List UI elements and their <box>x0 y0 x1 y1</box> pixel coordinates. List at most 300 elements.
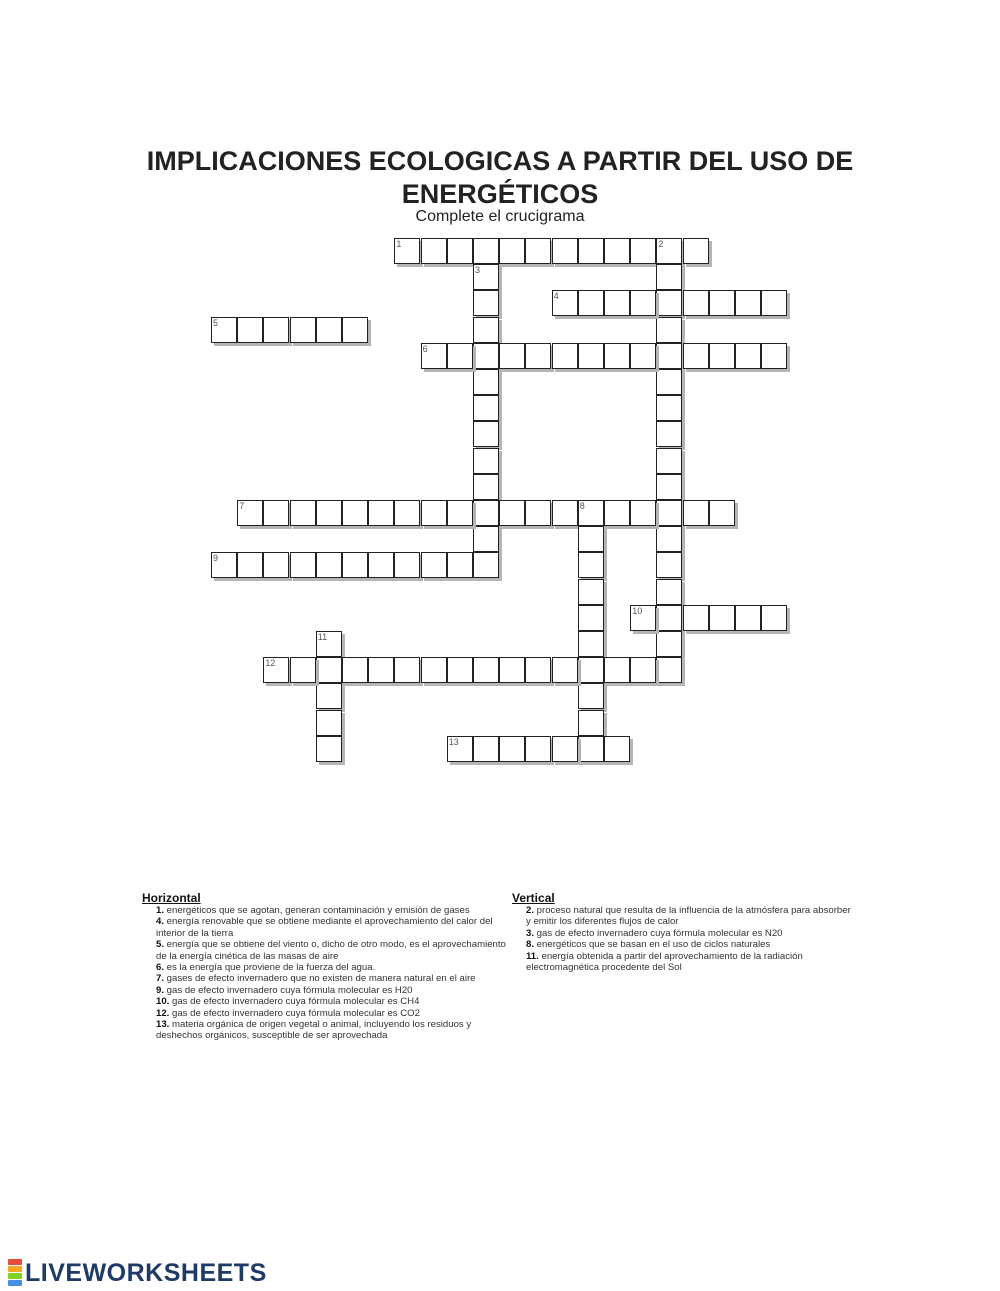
crossword-cell[interactable] <box>473 421 499 447</box>
clue-item <box>512 905 852 928</box>
crossword-cell-input[interactable] <box>395 501 419 525</box>
crossword-cell-input[interactable] <box>238 553 262 577</box>
crossword-cell[interactable] <box>683 238 709 264</box>
crossword-cell-input[interactable] <box>317 632 341 656</box>
clue-text: energéticos que se basan en el uso de ciclos naturales <box>534 939 771 951</box>
crossword-cell[interactable] <box>342 552 368 578</box>
crossword-cell[interactable] <box>656 395 682 421</box>
crossword-cell-input[interactable] <box>579 711 603 735</box>
crossword-cell[interactable] <box>630 657 656 683</box>
crossword-cell-input[interactable] <box>579 737 603 761</box>
crossword-cell-input[interactable] <box>605 658 629 682</box>
clues-vertical-list <box>512 905 852 973</box>
crossword-cell-input[interactable] <box>448 658 472 682</box>
crossword-cell-input[interactable] <box>264 553 288 577</box>
crossword-cell[interactable] <box>473 474 499 500</box>
crossword-cell-input[interactable] <box>631 658 655 682</box>
crossword-cell[interactable] <box>656 474 682 500</box>
clue-text: gas de efecto invernadero cuya fórmula molecular es H20 <box>164 984 413 996</box>
crossword-cell[interactable] <box>552 238 578 264</box>
crossword-cell-input[interactable] <box>422 553 446 577</box>
crossword-cell[interactable] <box>656 657 682 683</box>
crossword-cell-input[interactable] <box>474 318 498 342</box>
crossword-cell[interactable] <box>578 290 604 316</box>
clue-text: gas de efecto invernadero cuya fórmula molecular es CH4 <box>169 996 420 1008</box>
crossword-cell[interactable] <box>656 552 682 578</box>
clue-number: 8. <box>526 939 535 951</box>
crossword-cell-input[interactable] <box>500 239 524 263</box>
crossword-cell[interactable] <box>394 552 420 578</box>
crossword-cell[interactable] <box>421 343 447 369</box>
clue-item <box>142 1019 512 1042</box>
crossword-cell[interactable] <box>604 290 630 316</box>
crossword-cell-input[interactable] <box>395 553 419 577</box>
crossword-cell[interactable] <box>604 736 630 762</box>
crossword-cell[interactable] <box>316 631 342 657</box>
crossword-cell[interactable] <box>525 500 551 526</box>
crossword-cell[interactable] <box>263 657 289 683</box>
crossword-cell[interactable] <box>709 290 735 316</box>
crossword-cell-input[interactable] <box>605 501 629 525</box>
crossword-cell[interactable] <box>683 605 709 631</box>
footer-logo[interactable] <box>8 1258 267 1288</box>
logo-icon-bar <box>8 1259 22 1265</box>
logo-icon-bar <box>8 1273 22 1279</box>
crossword-cell[interactable] <box>447 736 473 762</box>
crossword-cell-input[interactable] <box>736 344 760 368</box>
crossword-cell[interactable] <box>525 736 551 762</box>
crossword-cell[interactable] <box>447 238 473 264</box>
crossword-cell-input[interactable] <box>395 239 419 263</box>
crossword-cell-input[interactable] <box>684 344 708 368</box>
clues-horizontal-list <box>142 905 512 1042</box>
crossword-cell[interactable] <box>499 657 525 683</box>
crossword-cell-input[interactable] <box>264 658 288 682</box>
crossword-cell[interactable] <box>368 552 394 578</box>
crossword-cell-input[interactable] <box>212 553 236 577</box>
crossword-cell-input[interactable] <box>579 580 603 604</box>
crossword-cell-input[interactable] <box>684 501 708 525</box>
crossword-cell[interactable] <box>656 317 682 343</box>
crossword-cell[interactable] <box>578 500 604 526</box>
clue-item <box>142 962 512 973</box>
crossword-cell[interactable] <box>473 657 499 683</box>
clue-number-label: 12 <box>265 658 276 669</box>
crossword-cell[interactable] <box>473 343 499 369</box>
crossword-cell[interactable] <box>237 500 263 526</box>
crossword-cell-input[interactable] <box>395 658 419 682</box>
crossword-cell[interactable] <box>473 395 499 421</box>
crossword-cell[interactable] <box>578 552 604 578</box>
crossword-cell-input[interactable] <box>448 553 472 577</box>
crossword-cell-input[interactable] <box>736 291 760 315</box>
crossword-cell[interactable] <box>709 500 735 526</box>
crossword-cell[interactable] <box>290 500 316 526</box>
crossword-cell[interactable] <box>211 317 237 343</box>
worksheet-subtitle: Complete el crucigrama <box>415 208 585 225</box>
crossword-cell-input[interactable] <box>657 658 681 682</box>
crossword-cell[interactable] <box>290 552 316 578</box>
crossword-cell[interactable] <box>683 500 709 526</box>
crossword-cell[interactable] <box>447 500 473 526</box>
clue-item <box>512 951 852 974</box>
clue-item <box>142 996 512 1007</box>
crossword-cell-input[interactable] <box>500 344 524 368</box>
crossword-cell[interactable] <box>578 343 604 369</box>
crossword-cell-input[interactable] <box>317 684 341 708</box>
crossword-cell[interactable] <box>735 343 761 369</box>
crossword-cell[interactable] <box>473 448 499 474</box>
crossword-cell-input[interactable] <box>238 318 262 342</box>
crossword-cell-input[interactable] <box>474 370 498 394</box>
crossword-cell[interactable] <box>394 238 420 264</box>
crossword-cell[interactable] <box>394 657 420 683</box>
crossword-cell-input[interactable] <box>657 422 681 446</box>
crossword-cell[interactable] <box>237 317 263 343</box>
crossword-cell[interactable] <box>473 290 499 316</box>
crossword-cell[interactable] <box>447 552 473 578</box>
crossword-cell-input[interactable] <box>579 606 603 630</box>
crossword-cell-input[interactable] <box>317 501 341 525</box>
crossword-cell[interactable] <box>656 369 682 395</box>
crossword-cell[interactable] <box>316 500 342 526</box>
clue-item <box>142 973 512 984</box>
clue-text: energía obtenida a partir del aprovechamiento de la radiación electromagnética procedente del Sol <box>526 950 803 974</box>
crossword-cell[interactable] <box>473 500 499 526</box>
crossword-cell[interactable] <box>237 552 263 578</box>
crossword-cell[interactable] <box>656 500 682 526</box>
crossword-cell-input[interactable] <box>474 449 498 473</box>
crossword-cell-input[interactable] <box>684 606 708 630</box>
crossword-cell[interactable] <box>316 710 342 736</box>
crossword-cell[interactable] <box>290 317 316 343</box>
crossword-cell-input[interactable] <box>579 553 603 577</box>
crossword-cell-input[interactable] <box>657 553 681 577</box>
crossword-cell[interactable] <box>290 657 316 683</box>
crossword-cell-input[interactable] <box>657 344 681 368</box>
clue-text: es la energía que proviene de la fuerza del agua. <box>164 962 376 974</box>
crossword-cell-input[interactable] <box>710 291 734 315</box>
crossword-cell-input[interactable] <box>657 370 681 394</box>
crossword-cell-input[interactable] <box>474 501 498 525</box>
crossword-cell[interactable] <box>473 317 499 343</box>
crossword-cell-input[interactable] <box>631 239 655 263</box>
crossword-cell[interactable] <box>342 500 368 526</box>
crossword-cell-input[interactable] <box>657 449 681 473</box>
crossword-cell-input[interactable] <box>500 501 524 525</box>
crossword-cell-input[interactable] <box>212 318 236 342</box>
crossword-cell-input[interactable] <box>605 344 629 368</box>
crossword-cell-input[interactable] <box>657 580 681 604</box>
crossword-cell[interactable] <box>656 605 682 631</box>
crossword-cell-input[interactable] <box>579 501 603 525</box>
clue-number-label: 3 <box>475 265 481 276</box>
clue-number-label: 5 <box>213 317 219 328</box>
crossword-cell[interactable] <box>473 264 499 290</box>
crossword-cell-input[interactable] <box>553 501 577 525</box>
crossword-cell-input[interactable] <box>369 501 393 525</box>
crossword-cell[interactable] <box>368 657 394 683</box>
crossword-cell-input[interactable] <box>710 606 734 630</box>
crossword-cell[interactable] <box>421 500 447 526</box>
crossword-cell[interactable] <box>263 317 289 343</box>
crossword-cell[interactable] <box>683 343 709 369</box>
crossword-cell-input[interactable] <box>762 291 786 315</box>
crossword-cell[interactable] <box>525 343 551 369</box>
crossword-cell-input[interactable] <box>762 344 786 368</box>
crossword-cell-input[interactable] <box>448 737 472 761</box>
crossword-cell[interactable] <box>656 238 682 264</box>
crossword-cell[interactable] <box>211 552 237 578</box>
crossword-cell[interactable] <box>578 736 604 762</box>
crossword-cell-input[interactable] <box>317 553 341 577</box>
crossword-cell[interactable] <box>316 317 342 343</box>
crossword-cell[interactable] <box>656 264 682 290</box>
crossword-cell-input[interactable] <box>631 501 655 525</box>
clue-number: 2. <box>526 905 535 916</box>
crossword-cell[interactable] <box>604 657 630 683</box>
crossword-cell[interactable] <box>578 631 604 657</box>
crossword-cell-input[interactable] <box>343 501 367 525</box>
crossword-cell-input[interactable] <box>422 501 446 525</box>
clue-number: 11. <box>526 950 539 962</box>
crossword-cell-input[interactable] <box>579 632 603 656</box>
clue-text: energéticos que se agotan, generan contaminación y emisión de gases <box>164 905 470 916</box>
crossword-cell-input[interactable] <box>369 658 393 682</box>
crossword-cell[interactable] <box>578 605 604 631</box>
crossword-cell[interactable] <box>761 290 787 316</box>
crossword-cell[interactable] <box>421 552 447 578</box>
crossword-cell-input[interactable] <box>553 658 577 682</box>
crossword-cell-input[interactable] <box>526 501 550 525</box>
crossword-cell-input[interactable] <box>526 239 550 263</box>
crossword-cell-input[interactable] <box>448 344 472 368</box>
crossword-cell-input[interactable] <box>579 239 603 263</box>
crossword-cell-input[interactable] <box>474 265 498 289</box>
crossword-cell-input[interactable] <box>291 553 315 577</box>
crossword-cell[interactable] <box>656 421 682 447</box>
crossword-cell-input[interactable] <box>657 318 681 342</box>
crossword-cell[interactable] <box>421 657 447 683</box>
crossword-cell-input[interactable] <box>657 501 681 525</box>
crossword-cell[interactable] <box>656 448 682 474</box>
crossword-cell[interactable] <box>656 579 682 605</box>
crossword-cell[interactable] <box>578 657 604 683</box>
crossword-cell-input[interactable] <box>657 475 681 499</box>
crossword-cell-input[interactable] <box>317 658 341 682</box>
clue-number-label: 1 <box>396 239 402 249</box>
crossword-cell-input[interactable] <box>317 711 341 735</box>
crossword-cell-input[interactable] <box>762 606 786 630</box>
crossword-cell[interactable] <box>578 238 604 264</box>
crossword-cell-input[interactable] <box>657 291 681 315</box>
crossword-cell-input[interactable] <box>631 606 655 630</box>
crossword-cell-input[interactable] <box>343 318 367 342</box>
crossword-cell-input[interactable] <box>579 291 603 315</box>
footer-brand: LIVEWORKSHEETS <box>25 1258 267 1287</box>
crossword-cell[interactable] <box>630 343 656 369</box>
crossword-cell-input[interactable] <box>343 553 367 577</box>
crossword-cell-input[interactable] <box>264 501 288 525</box>
crossword-cell-input[interactable] <box>474 475 498 499</box>
crossword-cell-input[interactable] <box>657 396 681 420</box>
crossword-cell-input[interactable] <box>474 737 498 761</box>
crossword-cell[interactable] <box>578 526 604 552</box>
crossword-cell-input[interactable] <box>238 501 262 525</box>
crossword-cell-input[interactable] <box>369 553 393 577</box>
crossword-cell-input[interactable] <box>422 344 446 368</box>
crossword-cell[interactable] <box>368 500 394 526</box>
clue-item <box>142 1008 512 1019</box>
crossword-cell-input[interactable] <box>657 239 681 263</box>
crossword-cell[interactable] <box>656 631 682 657</box>
crossword-cell-input[interactable] <box>631 344 655 368</box>
crossword-cell[interactable] <box>656 526 682 552</box>
crossword-cell[interactable] <box>263 552 289 578</box>
logo-icon-bar <box>8 1280 22 1286</box>
crossword-cell-input[interactable] <box>710 501 734 525</box>
crossword-cell[interactable] <box>316 552 342 578</box>
crossword-cell-input[interactable] <box>684 291 708 315</box>
clue-item <box>142 905 512 916</box>
crossword-cell[interactable] <box>630 238 656 264</box>
crossword-cell[interactable] <box>604 500 630 526</box>
crossword-cell[interactable] <box>263 500 289 526</box>
crossword-cell-input[interactable] <box>474 527 498 551</box>
crossword-cell[interactable] <box>578 710 604 736</box>
crossword-cell[interactable] <box>761 343 787 369</box>
crossword-cell-input[interactable] <box>291 658 315 682</box>
title-line-2: ENERGÉTICOS <box>401 179 599 209</box>
crossword-cell-input[interactable] <box>500 658 524 682</box>
crossword-cell-input[interactable] <box>579 527 603 551</box>
crossword-cell-input[interactable] <box>422 658 446 682</box>
crossword-cell[interactable] <box>656 290 682 316</box>
crossword-cell-input[interactable] <box>526 658 550 682</box>
crossword-cell-input[interactable] <box>264 318 288 342</box>
crossword-cell-input[interactable] <box>343 658 367 682</box>
crossword-cell-input[interactable] <box>553 291 577 315</box>
crossword-cell[interactable] <box>473 736 499 762</box>
crossword-cell-input[interactable] <box>291 501 315 525</box>
crossword-cell-input[interactable] <box>553 239 577 263</box>
crossword-cell[interactable] <box>552 736 578 762</box>
crossword-cell-input[interactable] <box>657 606 681 630</box>
crossword-cell[interactable] <box>316 657 342 683</box>
crossword-cell[interactable] <box>342 317 368 343</box>
crossword-cell[interactable] <box>473 526 499 552</box>
crossword-cell[interactable] <box>709 343 735 369</box>
crossword-cell[interactable] <box>656 343 682 369</box>
crossword-cell-input[interactable] <box>657 265 681 289</box>
crossword-cell-input[interactable] <box>474 658 498 682</box>
crossword-cell[interactable] <box>473 369 499 395</box>
crossword-cell[interactable] <box>499 500 525 526</box>
crossword-cell[interactable] <box>630 605 656 631</box>
crossword-cell[interactable] <box>316 683 342 709</box>
crossword-cell-input[interactable] <box>474 344 498 368</box>
clue-text: gas de efecto invernadero cuya fórmula molecular es CO2 <box>169 1007 420 1019</box>
clue-text: proceso natural que resulta de la influencia de la atmósfera para absorber y emitir los diferentes flujos de calor <box>526 905 851 928</box>
crossword-cell[interactable] <box>447 657 473 683</box>
crossword-cell[interactable] <box>552 500 578 526</box>
crossword-cell[interactable] <box>578 579 604 605</box>
crossword-cell[interactable] <box>552 290 578 316</box>
crossword-cell-input[interactable] <box>422 239 446 263</box>
clues-horizontal <box>142 891 512 1042</box>
crossword-cell-input[interactable] <box>684 239 708 263</box>
crossword-cell-input[interactable] <box>579 344 603 368</box>
crossword-cell-input[interactable] <box>657 527 681 551</box>
crossword-cell-input[interactable] <box>474 422 498 446</box>
crossword-cell[interactable] <box>552 343 578 369</box>
crossword-cell-input[interactable] <box>553 344 577 368</box>
clue-number-label: 9 <box>213 553 219 564</box>
crossword-cell[interactable] <box>630 290 656 316</box>
crossword-cell-input[interactable] <box>631 291 655 315</box>
clues-horizontal-heading: Horizontal <box>142 891 201 905</box>
crossword-cell[interactable] <box>421 238 447 264</box>
crossword-cell[interactable] <box>709 605 735 631</box>
crossword-cell[interactable] <box>447 343 473 369</box>
crossword-cell[interactable] <box>761 605 787 631</box>
crossword-cell-input[interactable] <box>579 658 603 682</box>
crossword-cell[interactable] <box>630 500 656 526</box>
crossword-cell[interactable] <box>604 238 630 264</box>
crossword-cell-input[interactable] <box>474 396 498 420</box>
crossword-cell-input[interactable] <box>657 632 681 656</box>
liveworksheets-logo-icon <box>8 1259 22 1287</box>
crossword-cell[interactable] <box>683 290 709 316</box>
crossword-cell[interactable] <box>394 500 420 526</box>
crossword-cell[interactable] <box>552 657 578 683</box>
crossword-cell-input[interactable] <box>474 239 498 263</box>
crossword-cell-input[interactable] <box>605 291 629 315</box>
crossword-cell[interactable] <box>525 238 551 264</box>
crossword-cell-input[interactable] <box>526 737 550 761</box>
crossword-cell-input[interactable] <box>553 737 577 761</box>
crossword-cell-input[interactable] <box>605 737 629 761</box>
crossword-cell[interactable] <box>499 343 525 369</box>
crossword-cell-input[interactable] <box>474 291 498 315</box>
crossword-cell[interactable] <box>499 238 525 264</box>
crossword-cell-input[interactable] <box>500 737 524 761</box>
crossword-cell[interactable] <box>735 290 761 316</box>
crossword-cell[interactable] <box>473 238 499 264</box>
crossword-cell-input[interactable] <box>579 684 603 708</box>
crossword-cell[interactable] <box>342 657 368 683</box>
clue-number-label: 4 <box>553 291 559 302</box>
crossword-cell[interactable] <box>525 657 551 683</box>
crossword-cell-input[interactable] <box>317 318 341 342</box>
crossword-cell-input[interactable] <box>448 239 472 263</box>
crossword-cell[interactable] <box>499 736 525 762</box>
crossword-cell[interactable] <box>316 736 342 762</box>
crossword-cell[interactable] <box>578 683 604 709</box>
clue-text: energía renovable que se obtiene mediante el aprovechamiento del calor del interior de la tierra <box>156 916 493 939</box>
crossword-cell-input[interactable] <box>448 501 472 525</box>
crossword-cell[interactable] <box>604 343 630 369</box>
crossword-cell-input[interactable] <box>317 737 341 761</box>
crossword-cell[interactable] <box>735 605 761 631</box>
crossword-cell-input[interactable] <box>526 344 550 368</box>
crossword-cell-input[interactable] <box>474 553 498 577</box>
crossword-cell[interactable] <box>473 552 499 578</box>
crossword-cell-input[interactable] <box>736 606 760 630</box>
crossword-cell-input[interactable] <box>605 239 629 263</box>
crossword-cell-input[interactable] <box>291 318 315 342</box>
crossword-cell-input[interactable] <box>710 344 734 368</box>
